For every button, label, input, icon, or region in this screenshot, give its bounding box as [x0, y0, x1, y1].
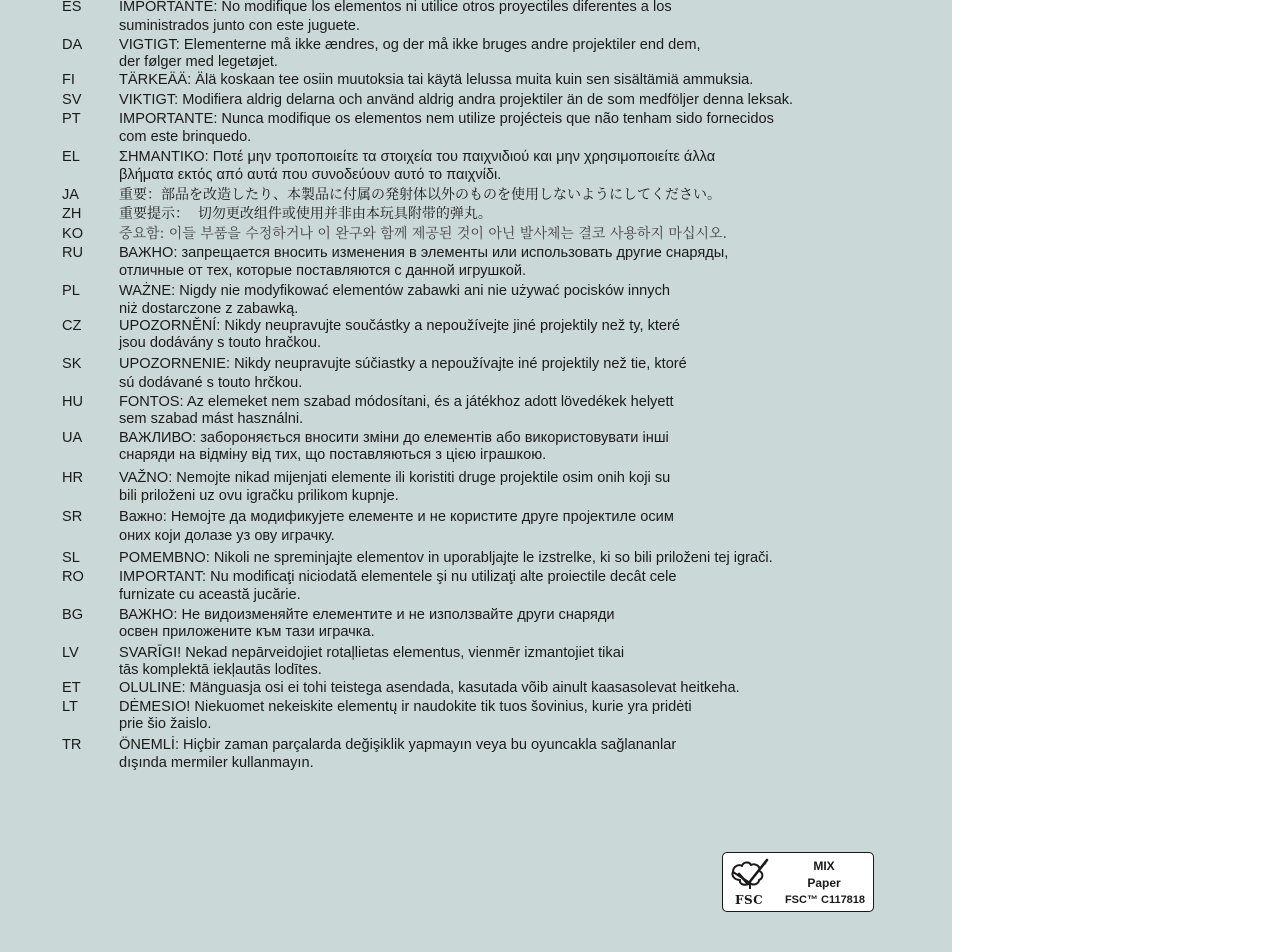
blank-margin	[952, 0, 1285, 952]
warning-text	[119, 607, 919, 641]
fsc-license-code: FSC™ C117818	[784, 894, 866, 906]
warning-line-1: ВАЖНО: запрещается вносить изменения в элементы или использовать другие снаряды,	[119, 245, 729, 261]
warning-text	[119, 111, 919, 146]
warning-text	[119, 226, 919, 243]
warning-line-2: sem szabad mást használni.	[119, 411, 304, 427]
warning-line-2: der følger med legetøjet.	[119, 54, 278, 70]
language-code: ES	[62, 0, 82, 15]
warning-text	[119, 356, 919, 392]
warning-line-1: 重要：部品を改造したり、本製品に付属の発射体以外のものを使用しないようにしてください。	[119, 187, 721, 203]
warning-line-1: SVARĪGI! Nekad nepārveidojiet rotaļlietas elementus, vienmēr izmantojiet tikai	[119, 645, 625, 661]
warning-line-1: TÄRKEÄÄ: Älä koskaan tee osiin muutoksia tai käytä lelussa muita kuin sen sisältämiä ammuksia.	[119, 72, 754, 88]
warning-line-1: 重要提示： 切勿更改组件或使用并非由本玩具附带的弹丸。	[119, 206, 492, 222]
warning-line-2: отличные от тех, которые поставляются с данной игрушкой.	[119, 263, 527, 279]
fsc-certification-label	[722, 852, 874, 912]
warning-line-2: com este brinquedo.	[119, 129, 252, 145]
warning-line-2: tās komplektā iekļautās lodītes.	[119, 662, 322, 678]
warning-text	[119, 187, 919, 204]
warning-line-1: VIKTIGT: Modifiera aldrig delarna och använd aldrig andra projektiler än de som medföljer denna leksak.	[119, 92, 794, 108]
warning-line-2: снаряди на відміну від тих, що поставляються з цією іграшкою.	[119, 447, 547, 463]
language-code: SL	[62, 550, 80, 566]
warning-line-2: оних који долазе уз ову играчку.	[119, 528, 335, 544]
warning-text	[119, 318, 919, 352]
language-code: RO	[62, 569, 84, 585]
language-code: DA	[62, 37, 83, 53]
fsc-tree-check-icon	[729, 858, 773, 892]
warning-line-2: βλήματα εκτός από αυτά που συνοδεύουν αυτό το παιχνίδι.	[119, 167, 502, 183]
language-code: HU	[62, 394, 84, 410]
language-code: UA	[62, 430, 83, 446]
warning-line-1: IMPORTANT: Nu modificaţi niciodată elementele şi nu utilizaţi alte proiectile decât cele	[119, 569, 677, 585]
warning-line-2: suministrados junto con este juguete.	[119, 18, 360, 34]
warning-line-1: Важно: Немојте да модификујете елементе и не користите друге пројектиле осим	[119, 509, 674, 525]
warning-line-1: ВАЖЛИВО: забороняється вносити зміни до елементів або використовувати інші	[119, 430, 669, 446]
language-code: PL	[62, 283, 80, 299]
warning-line-1: POMEMBNO: Nikoli ne spreminjajte elementov in uporabljajte le izstrelke, ki so bili priloženi tej igrači.	[119, 550, 773, 566]
warning-line-1: UPOZORNENIE: Nikdy neupravujte súčiastky a nepoužívajte iné projektily než tie, ktoré	[119, 356, 687, 372]
warning-text	[119, 72, 919, 89]
language-code: SR	[62, 509, 83, 525]
fsc-paper-label: Paper	[807, 876, 841, 890]
warning-line-1: DĖMESIO! Niekuomet nekeiskite elementų ir naudokite tik tuos šovinius, kurie yra pridėti	[119, 699, 692, 715]
warning-text	[119, 430, 919, 464]
language-code: HR	[62, 470, 84, 486]
language-code: TR	[62, 737, 82, 753]
language-code: PT	[62, 111, 81, 127]
language-code: JA	[62, 187, 80, 203]
language-code: ZH	[62, 206, 82, 222]
warning-line-1: IMPORTANTE: No modifique los elementos ni utilice otros proyectiles diferentes a los	[119, 0, 672, 15]
warning-text	[119, 680, 919, 697]
warning-line-1: OLULINE: Mänguasja osi ei tohi teistega asendada, kasutada võib ainult kaasasolevat heitkeha.	[119, 680, 740, 696]
warning-text	[119, 92, 919, 109]
warning-text	[119, 245, 919, 280]
warning-line-2: sú dodávané s touto hrčkou.	[119, 375, 303, 391]
warning-text	[119, 0, 919, 35]
warning-line-2: jsou dodávány s touto hračkou.	[119, 335, 322, 351]
warning-text	[119, 394, 919, 428]
language-code: EL	[62, 149, 80, 165]
warning-text	[119, 509, 919, 545]
svg-text:®: ®	[763, 861, 767, 866]
language-code: KO	[62, 226, 84, 242]
warning-line-1: IMPORTANTE: Nunca modifique os elementos nem utilize projécteis que não tenham sido fornecidos	[119, 111, 774, 127]
warning-line-2: niż dostarczone z zabawką.	[119, 301, 299, 317]
warning-line-1: VAŽNO: Nemojte nikad mijenjati elemente ili koristiti druge projektile osim onih koji su	[119, 470, 671, 486]
warning-text	[119, 645, 919, 679]
fsc-mix-label: MIX	[813, 859, 835, 873]
warning-line-1: ΣΗΜΑΝΤΙΚΟ: Ποτέ μην τροποποιείτε τα στοιχεία του παιχνιδιού και μην χρησιμοποιείτε άλλα	[119, 149, 716, 165]
warning-text	[119, 699, 919, 733]
warning-line-2: dışında mermiler kullanmayın.	[119, 755, 314, 771]
fsc-wordmark: FSC	[735, 893, 764, 907]
warning-text	[119, 283, 919, 318]
warning-line-1: ВАЖНО: Не видоизменяйте елементите и не използвайте други снаряди	[119, 607, 615, 623]
warning-line-2: bili priloženi uz ovu igračku prilikom kupnje.	[119, 488, 399, 504]
warning-text	[119, 470, 919, 505]
language-code: RU	[62, 245, 84, 261]
language-code: FI	[62, 72, 75, 88]
warning-text	[119, 206, 919, 223]
warning-text	[119, 149, 919, 184]
language-code: LT	[62, 699, 78, 715]
warning-text	[119, 37, 919, 71]
warning-text	[119, 569, 919, 604]
language-code: BG	[62, 607, 84, 623]
language-code: SK	[62, 356, 82, 372]
warning-text	[119, 550, 919, 567]
language-code: LV	[62, 645, 79, 661]
language-code: SV	[62, 92, 82, 108]
warning-line-1: 중요함: 이들 부품을 수정하거나 이 완구와 함께 제공된 것이 아닌 발사체는 결코 사용하지 마십시오.	[119, 226, 727, 242]
warning-line-2: освен приложените към тази играчка.	[119, 624, 375, 640]
warning-line-1: VIGTIGT: Elementerne må ikke ændres, og der må ikke bruges andre projektiler end dem,	[119, 37, 701, 53]
warning-text	[119, 737, 919, 772]
warning-line-1: ÖNEMLİ: Hiçbir zaman parçalarda değişiklik yapmayın veya bu oyuncakla sağlananlar	[119, 737, 677, 753]
warning-line-2: prie šio žaislo.	[119, 716, 212, 732]
warning-line-1: WAŻNE: Nigdy nie modyfikować elementów zabawki ani nie używać pocisków innych	[119, 283, 671, 299]
warning-line-1: FONTOS: Az elemeket nem szabad módosítani, és a játékhoz adott lövedékek helyett	[119, 394, 674, 410]
warning-line-1: UPOZORNĚNÍ: Nikdy neupravujte součástky a nepoužívejte jiné projektily než ty, které	[119, 318, 681, 334]
warning-line-2: furnizate cu această jucărie.	[119, 587, 301, 603]
language-code: ET	[62, 680, 81, 696]
language-code: CZ	[62, 318, 82, 334]
